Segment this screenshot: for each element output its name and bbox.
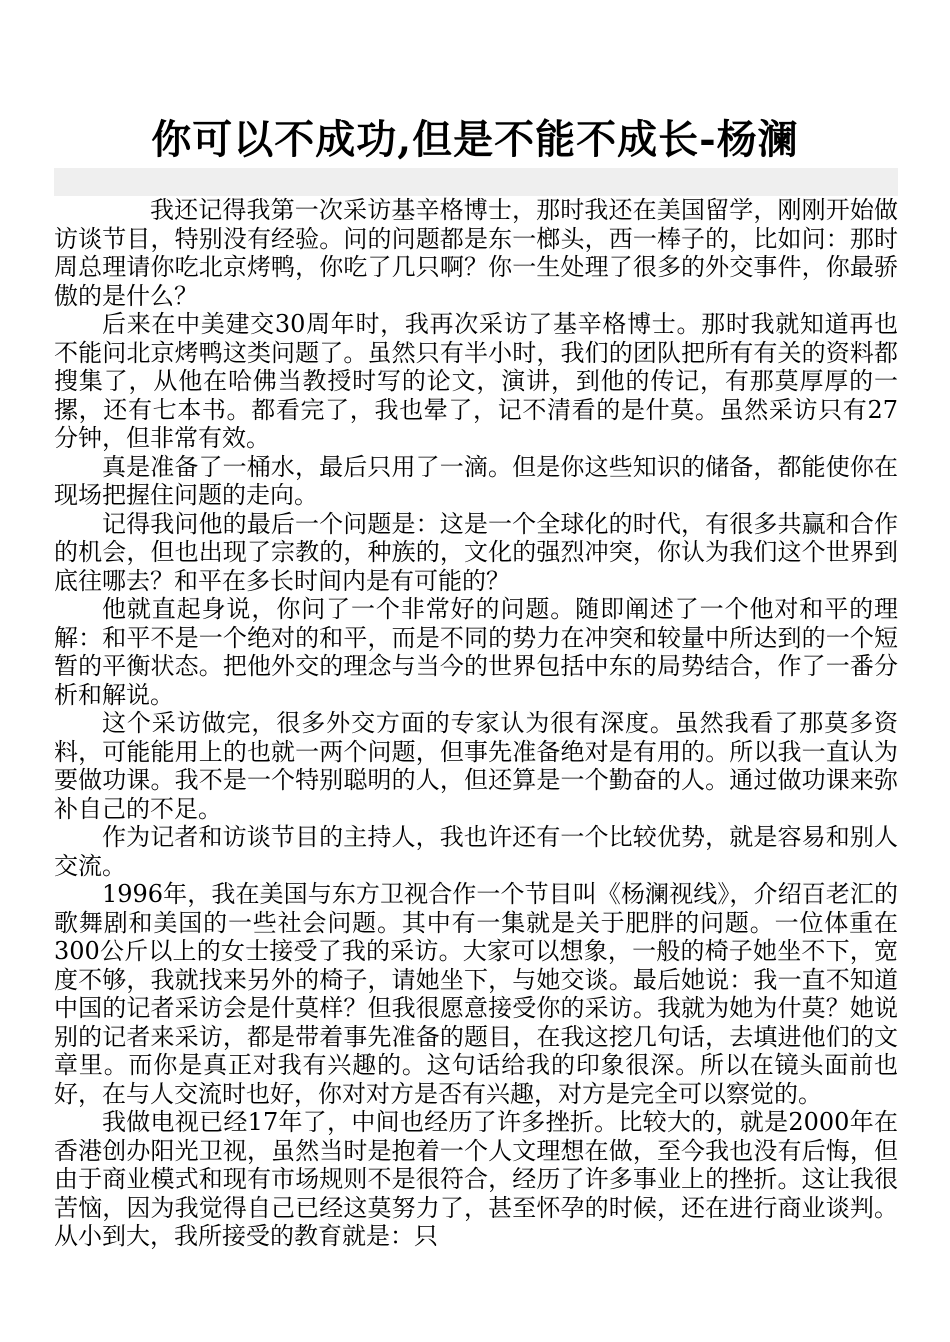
paragraph: 1996年，我在美国与东方卫视合作一个节目叫《杨澜视线》，介绍百老汇的歌舞剧和美国的一些社会问题。其中有一集就是关于肥胖的问题。一位体重在300公斤以上的女士接受了我的采访。大家可以想象，一般的椅子她坐不下，宽度不够，我就找来另外的椅子，请她坐下，与她交谈。最后她说：我一直不知道中国的记者采访会是什莫样？但我很愿意接受你的采访。我就为她为什莫？她说别的记者来采访，都是带着事先准备的题目，在我这挖几句话，去填进他们的文章里。而你是真正对我有兴趣的。这句话给我的印象很深。所以在镜头面前也好，在与人交流时也好，你对对方是否有兴趣，对方是完全可以察觉的。	[54, 880, 898, 1108]
paragraph: 作为记者和访谈节目的主持人，我也许还有一个比较优势，就是容易和别人交流。	[54, 823, 898, 880]
paragraph: 这个采访做完，很多外交方面的专家认为很有深度。虽然我看了那莫多资料，可能能用上的也就一两个问题，但事先准备绝对是有用的。所以我一直认为要做功课。我不是一个特别聪明的人，但还算是一个勤奋的人。通过做功课来弥补自己的不足。	[54, 709, 898, 823]
paragraph: 他就直起身说，你问了一个非常好的问题。随即阐述了一个他对和平的理解：和平不是一个绝对的和平，而是不同的势力在冲突和较量中所达到的一个短暂的平衡状态。把他外交的理念与当今的世界包括中东的局势结合，作了一番分析和解说。	[54, 595, 898, 709]
paragraph: 我做电视已经17年了，中间也经历了许多挫折。比较大的，就是2000年在香港创办阳光卫视，虽然当时是抱着一个人文理想在做，至今我也没有后悔，但由于商业模式和现有市场规则不是很符合，经历了许多事业上的挫折。这让我很苦恼，因为我觉得自己已经这莫努力了，甚至怀孕的时候，还在进行商业谈判。从小到大，我所接受的教育就是：只	[54, 1108, 898, 1250]
paragraph: 真是准备了一桶水，最后只用了一滴。但是你这些知识的储备，都能使你在现场把握住问题的走向。	[54, 452, 898, 509]
document-body	[54, 196, 898, 1251]
title-divider-band	[54, 168, 898, 196]
document-title: 你可以不成功,但是不能不成长-杨澜	[151, 116, 799, 163]
paragraph: 我还记得我第一次采访基辛格博士，那时我还在美国留学，刚刚开始做访谈节目，特别没有经验。问的问题都是东一榔头，西一棒子的，比如问：那时周总理请你吃北京烤鸭，你吃了几只啊？你一生处理了很多的外交事件，你最骄傲的是什么？	[54, 196, 898, 310]
paragraph: 记得我问他的最后一个问题是：这是一个全球化的时代，有很多共赢和合作的机会，但也出现了宗教的，种族的，文化的强烈冲突，你认为我们这个世界到底往哪去？和平在多长时间内是有可能的？	[54, 509, 898, 595]
paragraph: 后来在中美建交30周年时，我再次采访了基辛格博士。那时我就知道再也不能问北京烤鸭这类问题了。虽然只有半小时，我们的团队把所有有关的资料都搜集了，从他在哈佛当教授时写的论文，演讲，到他的传记，有那莫厚厚的一摞，还有七本书。都看完了，我也晕了，记不清看的是什莫。虽然采访只有27分钟，但非常有效。	[54, 310, 898, 452]
